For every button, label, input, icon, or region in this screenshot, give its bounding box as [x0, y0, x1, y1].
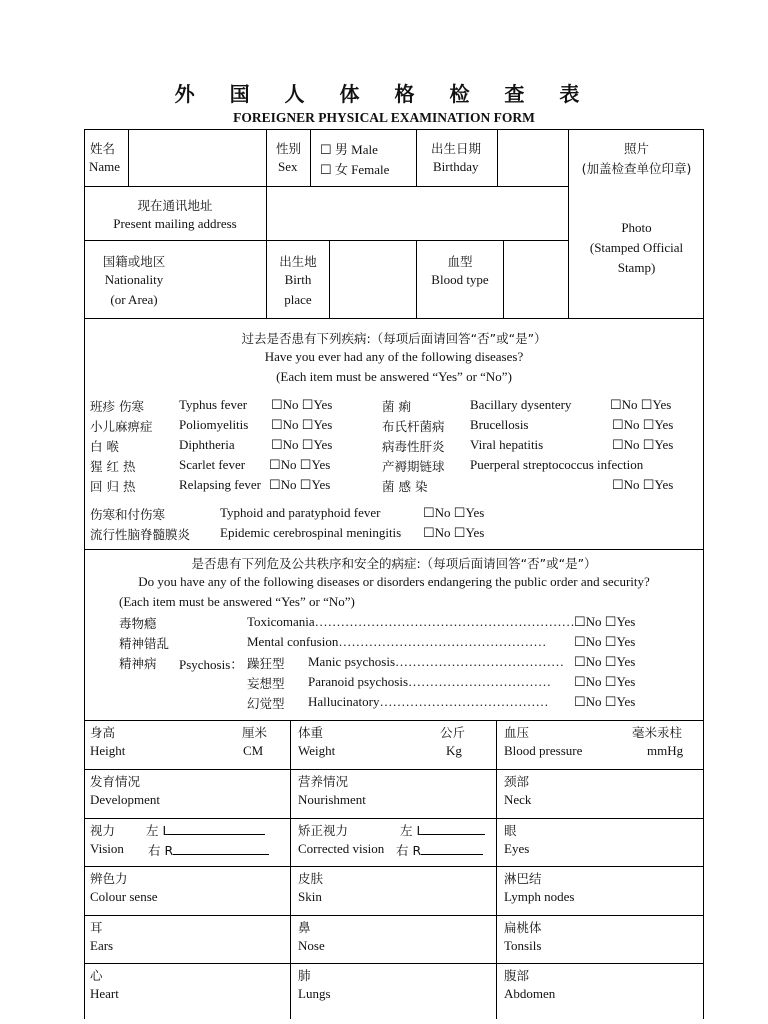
disease-right-yn[interactable]: ☐No ☐Yes: [610, 397, 672, 412]
nose-label-zh: 鼻: [298, 920, 311, 935]
public-item-en: Toxicomania……………………………………………………: [247, 614, 575, 629]
birthday-label-zh: 出生日期: [431, 141, 482, 156]
height-label-en: Height: [90, 743, 126, 758]
name-field[interactable]: [130, 131, 264, 184]
sex-label-zh: 性别: [276, 141, 302, 156]
photo-stamp-note-zh: (加盖检查单位印章): [581, 161, 692, 176]
disease-left-yn[interactable]: ☐No ☐Yes: [271, 397, 333, 412]
divider: [266, 129, 267, 318]
public-item-yn[interactable]: ☐No ☐Yes: [574, 634, 636, 649]
disease-right-zh: 产褥期链球: [382, 459, 445, 474]
name-label-zh: 姓名: [90, 141, 116, 156]
lymph-label-en: Lymph nodes: [504, 889, 575, 904]
disease-right-yn[interactable]: ☐No ☐Yes: [612, 477, 674, 492]
corrected-left-label: 左 L: [400, 821, 485, 839]
disease-right-yn[interactable]: ☐No ☐Yes: [612, 437, 674, 452]
blood-type-label-zh: 血型: [447, 254, 473, 269]
nationality-label-en-2: (or Area): [110, 292, 158, 307]
divider: [84, 186, 568, 187]
disease-right-en: Brucellosis: [470, 417, 529, 432]
blood-type-label-en: Blood type: [431, 272, 489, 287]
public-header-en: Do you have any of the following diseases or disorders endangering the public order and security?: [138, 574, 650, 589]
nose-label-en: Nose: [298, 938, 325, 953]
divider: [84, 318, 704, 319]
divider: [84, 915, 704, 916]
lungs-label-en: Lungs: [298, 986, 331, 1001]
birthday-field[interactable]: [499, 131, 566, 184]
disease-right-en: Bacillary dysentery: [470, 397, 572, 412]
skin-label-zh: 皮肤: [298, 871, 324, 886]
disease-extra-yn[interactable]: ☐No ☐Yes: [423, 525, 485, 540]
weight-label-zh: 体重: [298, 725, 324, 740]
divider: [84, 720, 704, 721]
eyes-label-zh: 眼: [504, 823, 517, 838]
disease-right-zh: 菌 痢: [382, 399, 411, 414]
abdomen-label-en: Abdomen: [504, 986, 556, 1001]
divider: [310, 129, 311, 186]
public-item-yn[interactable]: ☐No ☐Yes: [574, 694, 636, 709]
height-unit-zh: 厘米: [242, 725, 268, 740]
bp-label-zh: 血压: [504, 725, 530, 740]
divider: [84, 866, 704, 867]
public-subitem-zh: 妄想型: [247, 676, 285, 691]
disease-left-yn[interactable]: ☐No ☐Yes: [269, 477, 331, 492]
disease-left-yn[interactable]: ☐No ☐Yes: [271, 417, 333, 432]
disease-extra-zh: 伤寒和付伤寒: [90, 507, 166, 522]
public-item-yn[interactable]: ☐No ☐Yes: [574, 654, 636, 669]
ears-label-en: Ears: [90, 938, 114, 953]
vision-right-field[interactable]: [173, 842, 269, 855]
public-item-en: Mental confusion…………………………………………: [247, 634, 547, 649]
public-item-zh: 毒物瘾: [119, 616, 157, 631]
photo-stamp-en-1: (Stamped Official: [589, 240, 684, 255]
public-item-en: Paranoid psychosis……………………………: [308, 674, 552, 689]
divider: [84, 240, 568, 241]
public-item-zh: 精神病: [119, 656, 157, 671]
public-item-yn[interactable]: ☐No ☐Yes: [574, 674, 636, 689]
weight-label-en: Weight: [298, 743, 336, 758]
divider: [496, 720, 497, 1019]
tonsils-label-zh: 扁桃体: [504, 920, 542, 935]
vision-left-label: 左 L: [146, 821, 265, 839]
photo-label-en: Photo: [621, 220, 652, 235]
disease-right-yn[interactable]: ☐No ☐Yes: [612, 417, 674, 432]
ears-label-zh: 耳: [90, 920, 103, 935]
neck-label-en: Neck: [504, 792, 532, 807]
disease-header-en-2: (Each item must be answered “Yes” or “No”): [276, 369, 512, 384]
heart-label-zh: 心: [90, 968, 103, 983]
weight-unit-zh: 公斤: [440, 725, 466, 740]
divider: [568, 129, 569, 318]
disease-header-en: Have you ever had any of the following diseases?: [264, 349, 524, 364]
disease-right-zh: 菌 感 染: [382, 479, 428, 494]
divider: [84, 963, 704, 964]
public-subitem-zh: 幻觉型: [247, 696, 285, 711]
vision-left-field[interactable]: [169, 822, 265, 835]
public-item-en: Manic psychosis…………………………………: [308, 654, 565, 669]
disease-right-zh: 病毒性肝炎: [382, 439, 445, 454]
address-label-en: Present mailing address: [113, 216, 237, 231]
disease-left-en: Relapsing fever: [179, 477, 261, 492]
skin-label-en: Skin: [298, 889, 322, 904]
eyes-label-en: Eyes: [504, 841, 530, 856]
disease-right-en: Puerperal streptococcus infection: [470, 457, 644, 472]
disease-right-en: Viral hepatitis: [470, 437, 544, 452]
nationality-label-en: Nationality: [104, 272, 164, 287]
disease-extra-yn[interactable]: ☐No ☐Yes: [423, 505, 485, 520]
male-checkbox[interactable]: ☐ 男 Male: [320, 142, 378, 157]
corrected-left-field[interactable]: [423, 822, 485, 835]
divider: [84, 769, 704, 770]
psychosis-label: Psychosis：: [179, 657, 244, 672]
divider: [416, 129, 417, 186]
disease-left-en: Diphtheria: [179, 437, 235, 452]
divider: [128, 129, 129, 186]
nourishment-label-zh: 营养情况: [298, 774, 349, 789]
disease-left-yn[interactable]: ☐No ☐Yes: [271, 437, 333, 452]
vision-label-en: Vision: [90, 841, 124, 856]
vision-right-label: 右 R: [148, 841, 269, 859]
disease-right-zh: 布氏杆菌病: [382, 419, 445, 434]
lungs-label-zh: 肺: [298, 968, 311, 983]
disease-left-zh: 小儿麻痹症: [90, 419, 153, 434]
divider: [84, 818, 704, 819]
corrected-right-field[interactable]: [421, 842, 483, 855]
disease-left-zh: 白 喉: [90, 439, 119, 454]
disease-left-zh: 班疹 伤寒: [90, 399, 144, 414]
corrected-vision-label-zh: 矫正视力: [298, 823, 349, 838]
abdomen-label-zh: 腹部: [504, 968, 530, 983]
corrected-vision-label-en: Corrected vision: [298, 841, 385, 856]
lymph-label-zh: 淋巴结: [504, 871, 542, 886]
public-item-en: Hallucinatory…………………………………: [308, 694, 549, 709]
bp-unit-en: mmHg: [647, 743, 684, 758]
birthplace-label-zh: 出生地: [279, 254, 317, 269]
corrected-right-label: 右 R: [396, 841, 483, 859]
address-label-zh: 现在通讯地址: [137, 198, 213, 213]
birthplace-label-en-2: place: [284, 292, 312, 307]
birthday-label-en: Birthday: [433, 159, 479, 174]
disease-extra-zh: 流行性脑脊髓膜炎: [90, 527, 191, 542]
birthplace-label-en: Birth: [284, 272, 312, 287]
development-label-en: Development: [90, 792, 161, 807]
divider: [84, 549, 704, 550]
colour-label-en: Colour sense: [90, 889, 158, 904]
disease-header-zh: 过去是否患有下列疾病:（每项后面请回答“否”或“是”）: [241, 331, 547, 346]
colour-label-zh: 辨色力: [90, 871, 128, 886]
photo-label-zh: 照片: [623, 141, 649, 156]
disease-left-yn[interactable]: ☐No ☐Yes: [269, 457, 331, 472]
bp-label-en: Blood pressure: [504, 743, 583, 758]
table-border-top: [84, 129, 704, 130]
photo-stamp-en-2: Stamp): [617, 260, 656, 275]
disease-left-en: Poliomyelitis: [179, 417, 249, 432]
public-header-en-2: (Each item must be answered “Yes” or “No”): [119, 594, 355, 609]
disease-left-en: Scarlet fever: [179, 457, 246, 472]
vision-label-zh: 视力: [90, 823, 116, 838]
tonsils-label-en: Tonsils: [504, 938, 542, 953]
public-subitem-zh: 躁狂型: [247, 656, 285, 671]
divider: [497, 129, 498, 186]
development-label-zh: 发育情况: [90, 774, 141, 789]
disease-left-zh: 猩 红 热: [90, 459, 136, 474]
bp-unit-zh: 毫米汞柱: [632, 725, 683, 740]
heart-label-en: Heart: [90, 986, 119, 1001]
disease-extra-en: Typhoid and paratyphoid fever: [220, 505, 381, 520]
name-label-en: Name: [89, 159, 121, 174]
divider: [290, 720, 291, 1019]
height-unit-en: CM: [243, 743, 264, 758]
form-title-en: FOREIGNER PHYSICAL EXAMINATION FORM: [233, 110, 535, 125]
address-field[interactable]: [268, 188, 566, 238]
nationality-label-zh: 国籍或地区: [102, 254, 166, 269]
weight-unit-en: Kg: [446, 743, 462, 758]
disease-left-en: Typhus fever: [179, 397, 248, 412]
public-header-zh: 是否患有下列危及公共秩序和安全的病症:（每项后面请回答“否”或“是”）: [191, 556, 597, 571]
female-checkbox[interactable]: ☐ 女 Female: [320, 162, 390, 177]
public-item-yn[interactable]: ☐No ☐Yes: [574, 614, 636, 629]
disease-extra-en: Epidemic cerebrospinal meningitis: [220, 525, 402, 540]
sex-label-en: Sex: [278, 159, 298, 174]
disease-left-zh: 回 归 热: [90, 479, 136, 494]
height-label-zh: 身高: [90, 725, 116, 740]
neck-label-zh: 颈部: [504, 774, 530, 789]
public-item-zh: 精神错乱: [119, 636, 170, 651]
form-title-zh: 外 国 人 体 格 检 查 表: [174, 82, 594, 106]
nourishment-label-en: Nourishment: [298, 792, 366, 807]
